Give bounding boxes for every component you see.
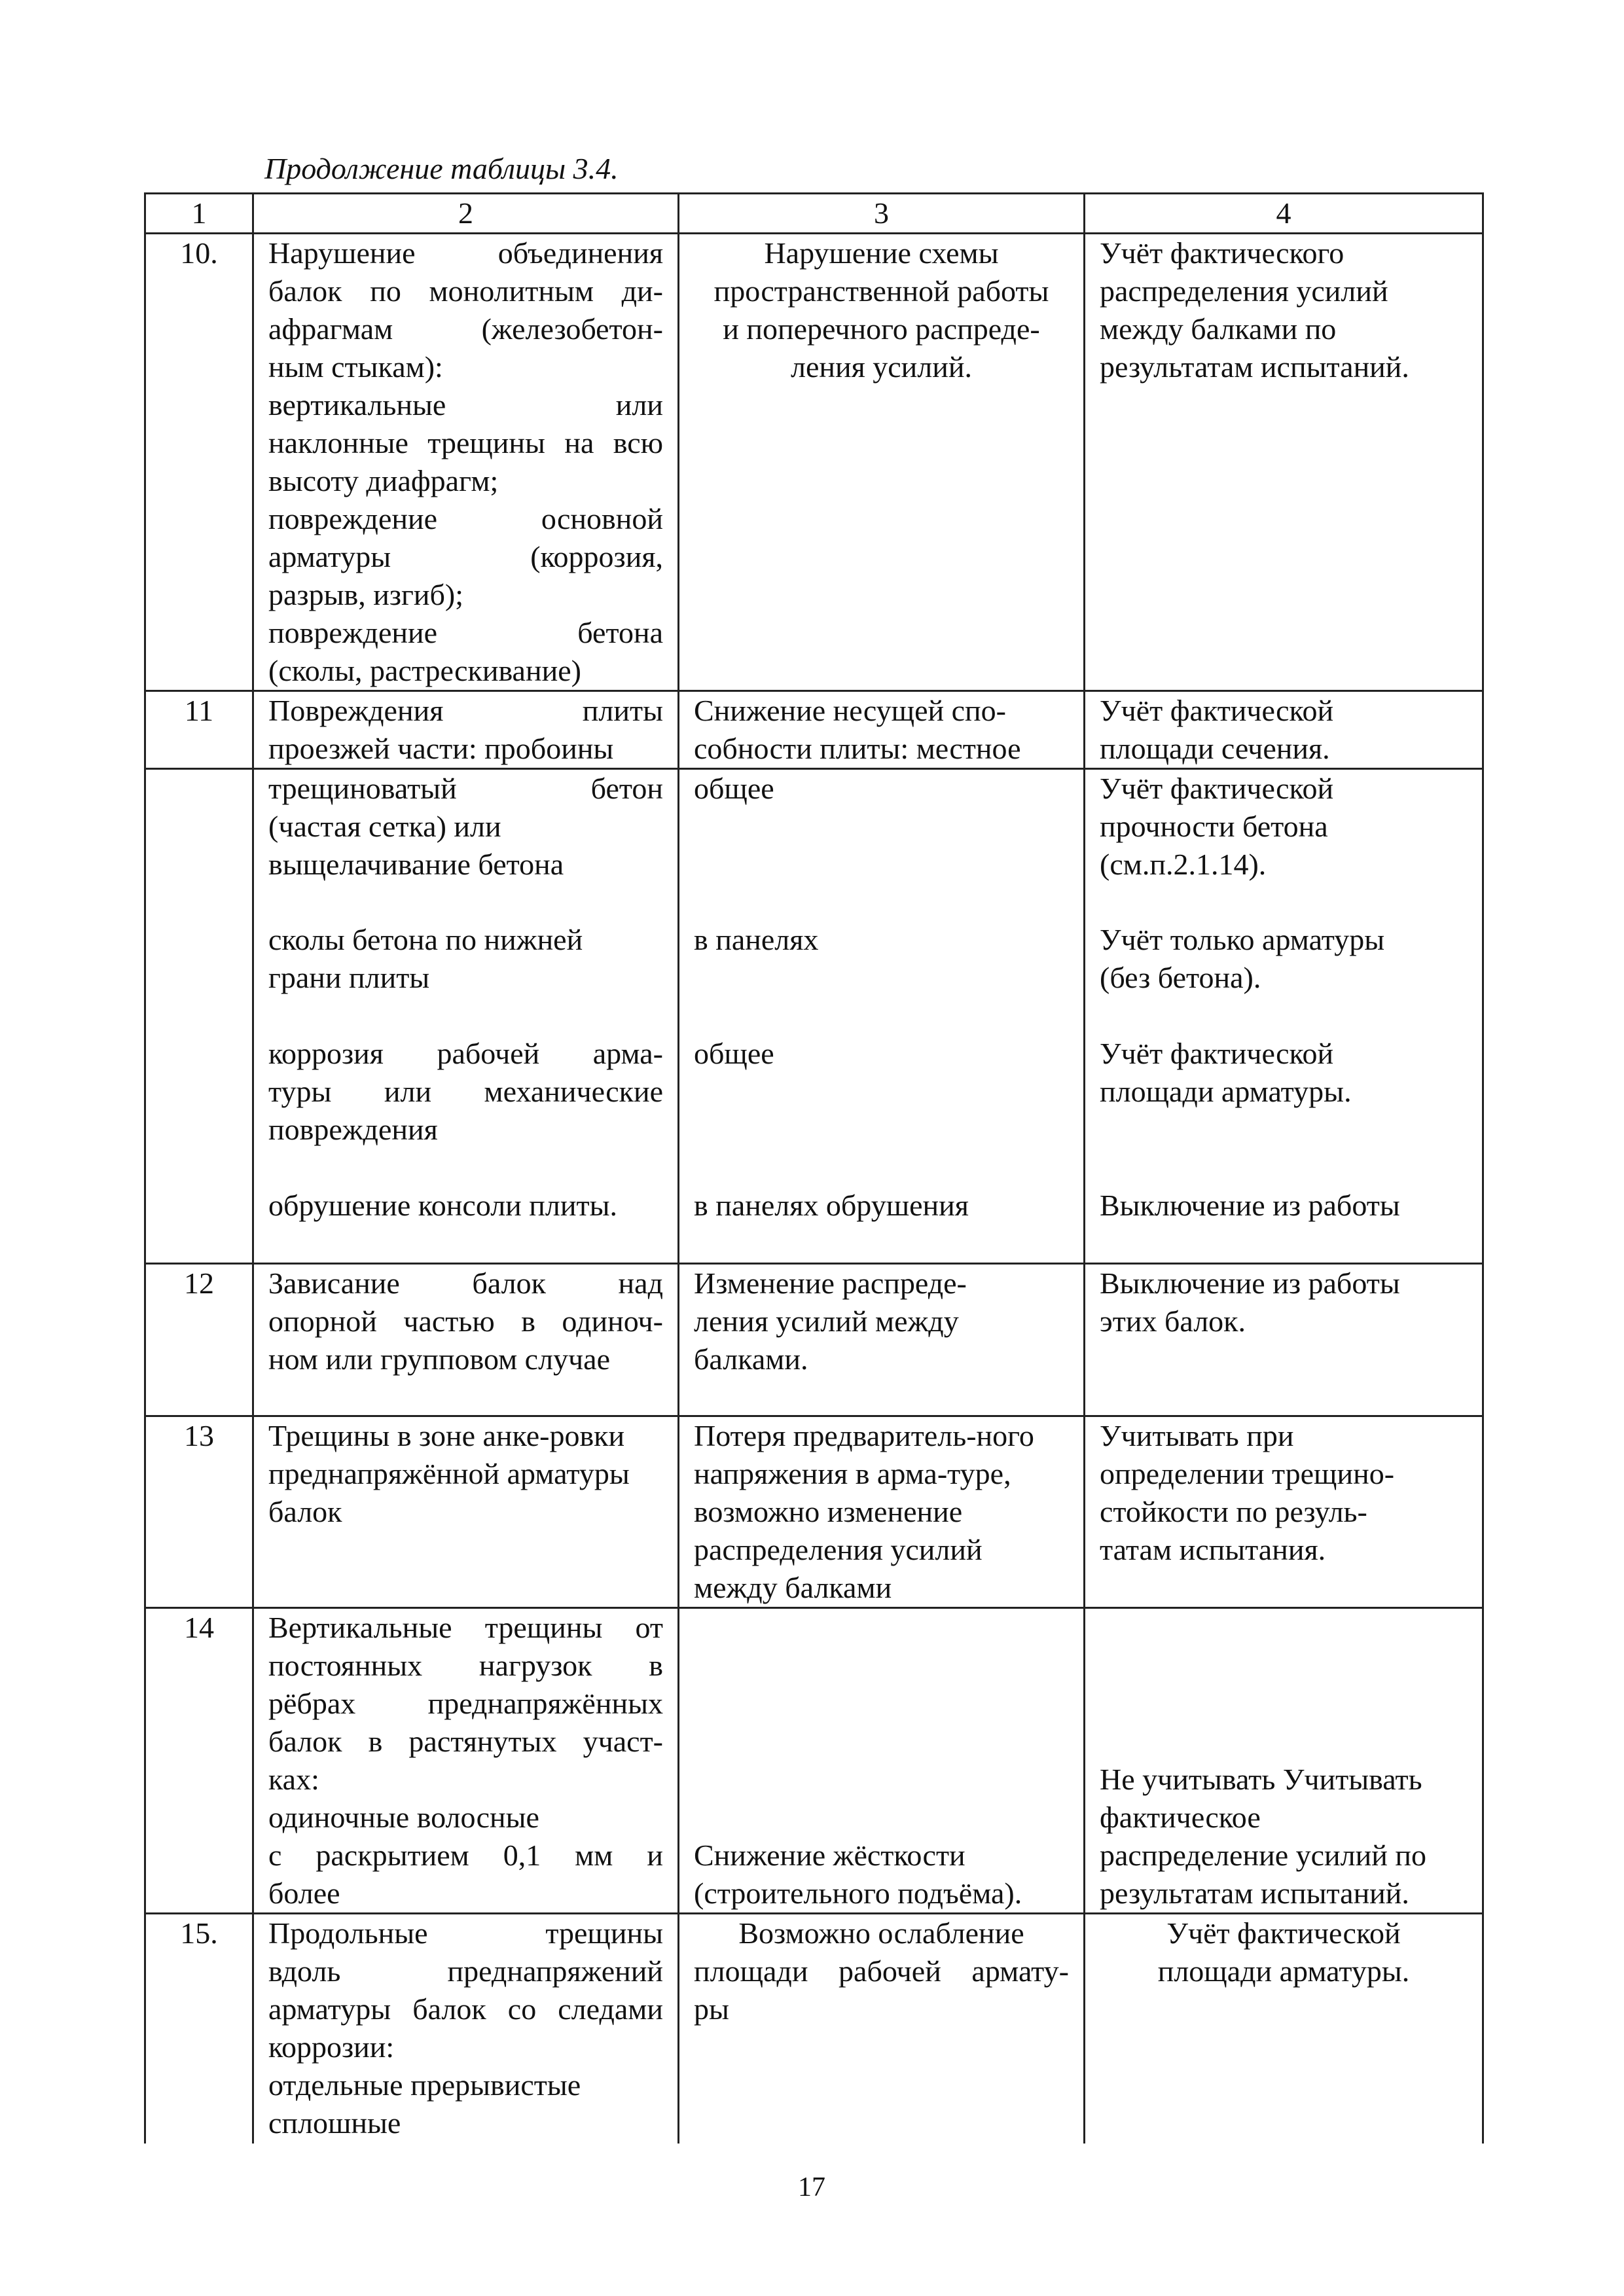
text-line: пространственной работы xyxy=(713,274,1049,308)
measure-cell xyxy=(1085,1187,1483,1264)
text-line: в панелях xyxy=(694,922,819,956)
defect-cell xyxy=(253,1608,679,1914)
row-number: 12 xyxy=(145,1264,253,1416)
consequence-cell xyxy=(679,1035,1085,1187)
text-line: Учёт фактической xyxy=(1100,1036,1334,1070)
text-line: определении трещино- xyxy=(1100,1457,1395,1490)
table-row-14 xyxy=(145,1608,1483,1914)
text-line: площади арматуры. xyxy=(1157,1954,1410,1988)
row-number: 13 xyxy=(145,1416,253,1608)
text-line: и поперечного распреде- xyxy=(723,312,1040,346)
text-line: Продольные трещины xyxy=(268,1916,663,1950)
text-line: сколы бетона по нижней xyxy=(268,922,583,956)
consequence-cell xyxy=(679,921,1085,1035)
defect-cell xyxy=(253,1187,679,1264)
text-line: татам испытания. xyxy=(1100,1533,1326,1566)
text-line: туры или механические xyxy=(268,1074,663,1108)
consequence-cell xyxy=(679,234,1085,691)
defect-cell xyxy=(253,921,679,1035)
text-line: балками. xyxy=(694,1342,808,1376)
text-line: ры xyxy=(694,1992,729,2026)
text-line: проезжей части: пробоины xyxy=(268,732,614,765)
text-line: повреждение основной xyxy=(268,502,663,535)
consequence-cell xyxy=(679,1608,1085,1914)
measure-cell xyxy=(1085,234,1483,691)
consequence-cell xyxy=(679,1914,1085,2144)
text-line: собности плиты: местное xyxy=(694,732,1021,765)
table-row-15 xyxy=(145,1914,1483,2144)
text-line: напряжения в арма-туре, xyxy=(694,1457,1011,1490)
measure-cell xyxy=(1085,1608,1483,1914)
consequence-cell xyxy=(679,1187,1085,1264)
measure-cell xyxy=(1085,1914,1483,2144)
defect-cell xyxy=(253,234,679,691)
text-line: афрагмам (железобетон- xyxy=(268,312,663,346)
text-line: с раскрытием 0,1 мм и xyxy=(268,1839,663,1872)
text-line: площади рабочей армату- xyxy=(694,1954,1069,1988)
text-line: балок по монолитным ди- xyxy=(268,274,663,308)
text-line: (строительного подъёма). xyxy=(694,1876,1022,1910)
text-line: балок в растянутых участ- xyxy=(268,1725,663,1758)
text-line: ках: xyxy=(268,1763,319,1796)
text-line: выщелачивание бетона xyxy=(268,848,564,881)
measure-cell xyxy=(1085,691,1483,769)
text-line: распределения усилий xyxy=(694,1533,983,1566)
header-cell-1: 1 xyxy=(145,194,253,234)
text-line: прочности бетона xyxy=(1100,810,1328,843)
table-row-13 xyxy=(145,1416,1483,1608)
text-line: грани плиты xyxy=(268,960,430,994)
table-caption: Продолжение таблицы 3.4. xyxy=(264,152,619,185)
defect-cell xyxy=(253,1264,679,1416)
text-line: возможно изменение xyxy=(694,1495,963,1528)
text-line: общее xyxy=(694,772,774,805)
text-line: площади сечения. xyxy=(1100,732,1330,765)
text-line: повреждения xyxy=(268,1112,438,1146)
defect-cell xyxy=(253,1914,679,2144)
text-line: этих балок. xyxy=(1100,1304,1246,1338)
measure-cell xyxy=(1085,1416,1483,1608)
table-subrow xyxy=(145,1187,1483,1264)
text-line: рёбрах преднапряжённых xyxy=(268,1687,663,1720)
text-line: Изменение распреде- xyxy=(694,1266,967,1300)
defect-cell xyxy=(253,1416,679,1608)
text-line: результатам испытаний. xyxy=(1100,350,1409,384)
header-cell-4: 4 xyxy=(1085,194,1483,234)
row-number: 15. xyxy=(145,1914,253,2144)
text-line: Снижение несущей спо- xyxy=(694,694,1006,727)
text-line: Потеря предваритель-ного xyxy=(694,1419,1034,1452)
text-line: вертикальные или xyxy=(268,388,663,422)
text-line: Не учитывать Учитывать xyxy=(1100,1763,1422,1796)
text-line: арматуры (коррозия, xyxy=(268,540,663,573)
text-line: Учёт фактического xyxy=(1100,236,1344,270)
text-line: более xyxy=(268,1876,340,1910)
page-number: 17 xyxy=(798,2172,825,2202)
text-line: вдоль преднапряжений xyxy=(268,1954,663,1988)
text-line: Вертикальные трещины от xyxy=(268,1611,663,1644)
row-number: 10. xyxy=(145,234,253,691)
text-line: коррозии: xyxy=(268,2030,395,2064)
text-line: ления усилий между xyxy=(694,1304,959,1338)
table-row-11 xyxy=(145,691,1483,769)
text-line: общее xyxy=(694,1036,774,1070)
text-line: в панелях обрушения xyxy=(694,1188,969,1222)
text-line: результатам испытаний. xyxy=(1100,1876,1409,1910)
table-header-row xyxy=(145,194,1483,234)
row-number-empty xyxy=(145,921,253,1035)
text-line: ления усилий. xyxy=(791,350,972,384)
text-line: наклонные трещины на всю xyxy=(268,426,663,459)
text-line: между балками xyxy=(694,1571,892,1604)
text-line: постоянных нагрузок в xyxy=(268,1649,663,1682)
text-line: Трещины в зоне анке-ровки xyxy=(268,1419,625,1452)
text-line: одиночные волосные xyxy=(268,1801,539,1834)
header-cell-3: 3 xyxy=(679,194,1085,234)
text-line: Повреждения плиты xyxy=(268,694,663,727)
text-line: ном или групповом случае xyxy=(268,1342,611,1376)
text-line: площади арматуры. xyxy=(1100,1074,1352,1108)
text-line: разрыв, изгиб); xyxy=(268,578,463,611)
text-line: Учёт только арматуры xyxy=(1100,922,1385,956)
text-line: распределение усилий по xyxy=(1100,1839,1426,1872)
defect-cell xyxy=(253,1035,679,1187)
text-line: Снижение жёсткости xyxy=(694,1839,965,1872)
text-line: Учитывать при xyxy=(1100,1419,1294,1452)
text-line: распределения усилий xyxy=(1100,274,1388,308)
text-line: сплошные xyxy=(268,2106,401,2140)
row-number-empty xyxy=(145,769,253,921)
measure-cell xyxy=(1085,921,1483,1035)
text-line: (частая сетка) или xyxy=(268,810,501,843)
text-line: преднапряжённой арматуры xyxy=(268,1457,630,1490)
measure-cell xyxy=(1085,769,1483,921)
text-line: Возможно ослабление xyxy=(738,1916,1024,1950)
defect-cell xyxy=(253,691,679,769)
text-line: Учёт фактической xyxy=(1100,772,1334,805)
consequence-cell xyxy=(679,769,1085,921)
text-line: фактическое xyxy=(1100,1801,1261,1834)
text-line: отдельные прерывистые xyxy=(268,2068,581,2102)
table-subrow xyxy=(145,921,1483,1035)
defects-table xyxy=(144,192,1484,2144)
defect-cell xyxy=(253,769,679,921)
text-line: Учёт фактической xyxy=(1100,694,1334,727)
text-line: (см.п.2.1.14). xyxy=(1100,848,1267,881)
text-line: Нарушение схемы xyxy=(764,236,999,270)
text-line: (без бетона). xyxy=(1100,960,1261,994)
text-line: Нарушение объединения xyxy=(268,236,663,270)
row-number: 14 xyxy=(145,1608,253,1914)
text-line: повреждение бетона xyxy=(268,616,663,649)
text-line: коррозия рабочей арма- xyxy=(268,1036,663,1070)
text-line: арматуры балок со следами xyxy=(268,1992,663,2026)
row-number-empty xyxy=(145,1187,253,1264)
table-subrow xyxy=(145,769,1483,921)
consequence-cell xyxy=(679,1416,1085,1608)
text-line: высоту диафрагм; xyxy=(268,464,499,497)
row-number: 11 xyxy=(145,691,253,769)
text-line: Выключение из работы xyxy=(1100,1188,1400,1222)
consequence-cell xyxy=(679,1264,1085,1416)
text-line: между балками по xyxy=(1100,312,1337,346)
text-line: Зависание балок над xyxy=(268,1266,663,1300)
measure-cell xyxy=(1085,1264,1483,1416)
text-line: ным стыкам): xyxy=(268,350,443,384)
header-cell-2: 2 xyxy=(253,194,679,234)
text-line: Выключение из работы xyxy=(1100,1266,1400,1300)
table-subrow xyxy=(145,1035,1483,1187)
table-row-12 xyxy=(145,1264,1483,1416)
table-row-10 xyxy=(145,234,1483,691)
text-line: трещиноватый бетон xyxy=(268,772,663,805)
text-line: опорной частью в одиноч- xyxy=(268,1304,663,1338)
consequence-cell xyxy=(679,691,1085,769)
row-number-empty xyxy=(145,1035,253,1187)
measure-cell xyxy=(1085,1035,1483,1187)
text-line: балок xyxy=(268,1495,342,1528)
text-line: (сколы, растрескивание) xyxy=(268,654,581,687)
text-line: стойкости по резуль- xyxy=(1100,1495,1367,1528)
text-line: обрушение консоли плиты. xyxy=(268,1188,617,1222)
text-line: Учёт фактической xyxy=(1166,1916,1401,1950)
